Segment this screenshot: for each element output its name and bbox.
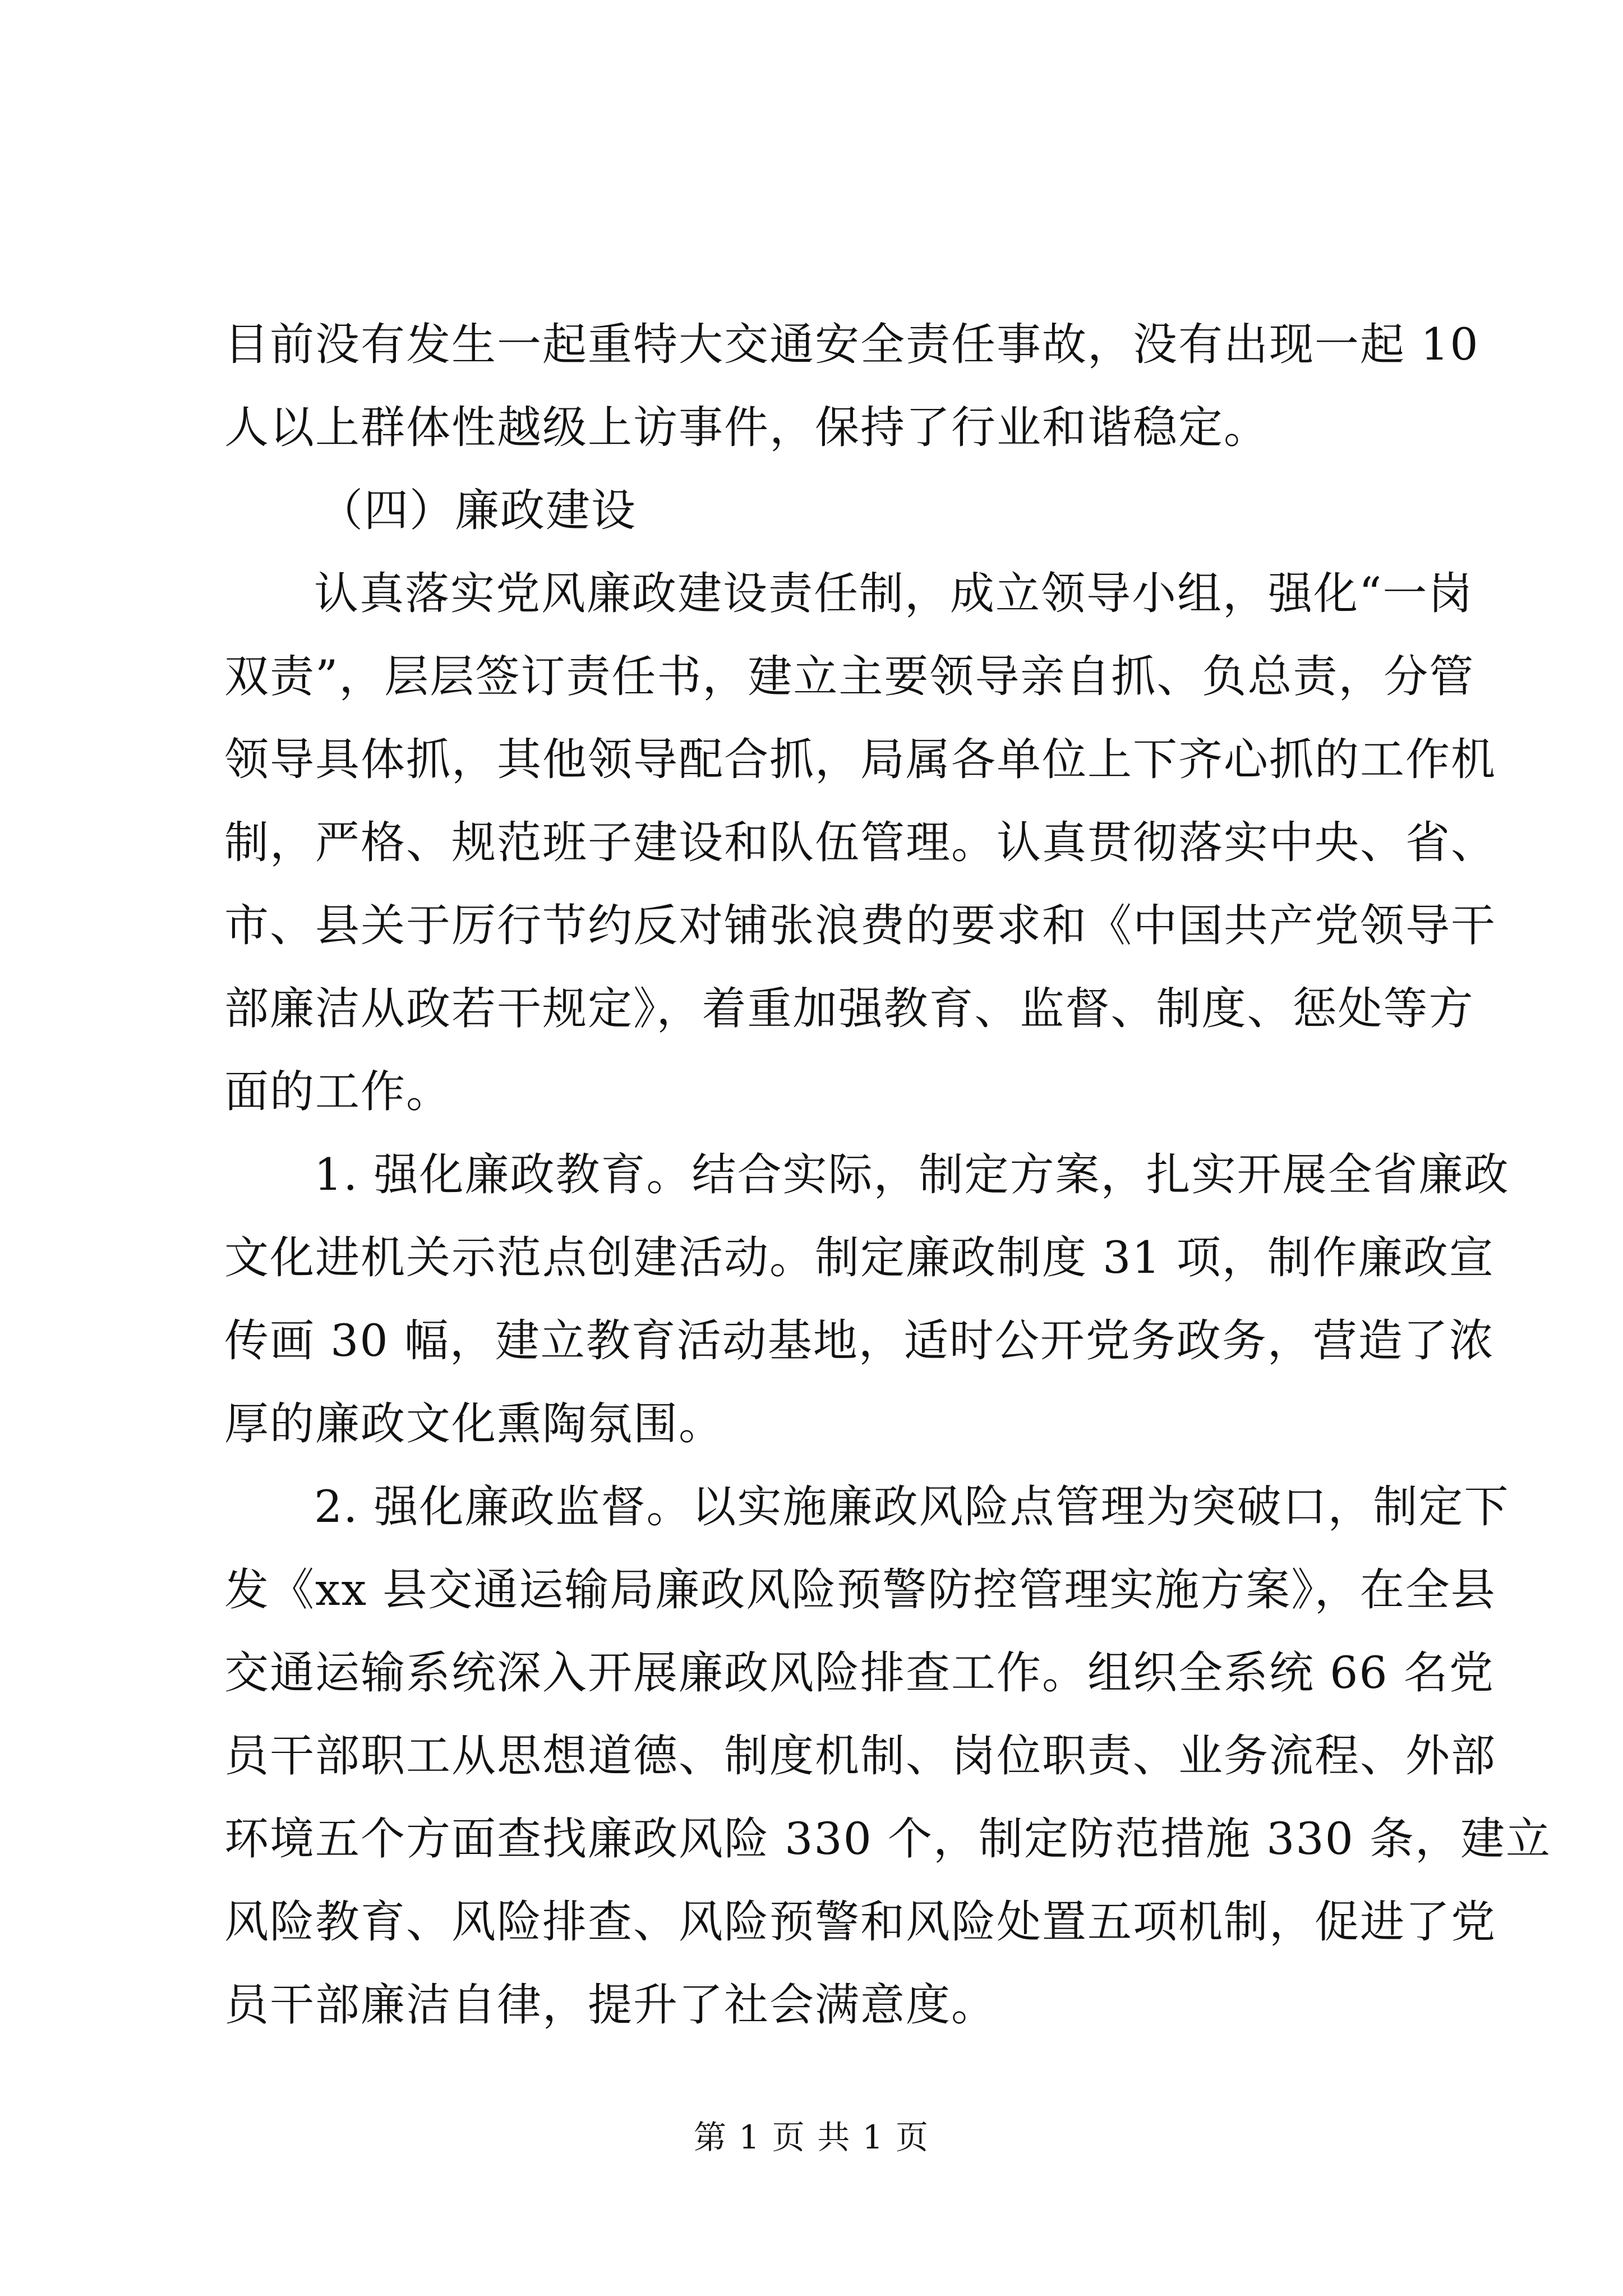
paragraph-line: 认真落实党风廉政建设责任制，成立领导小组，强化“一岗 xyxy=(314,568,1474,619)
document-body xyxy=(224,303,1552,2046)
paragraph-line: 面的工作。 xyxy=(224,1066,451,1117)
paragraph-line: 领导具体抓，其他领导配合抓，局属各单位上下齐心抓的工作机 xyxy=(224,734,1496,785)
paragraph-line: 环境五个方面查找廉政风险 330 个，制定防范措施 330 条，建立 xyxy=(224,1813,1552,1865)
list-item-heading: 2. 强化廉政监督。以实施廉政风险点管理为突破口，制定下 xyxy=(314,1481,1510,1533)
page-number-footer: 第 1 页 共 1 页 xyxy=(694,2118,929,2156)
paragraph-line: 员干部廉洁自律，提升了社会满意度。 xyxy=(224,1979,997,2031)
paragraph-line: 目前没有发生一起重特大交通安全责任事故，没有出现一起 10 xyxy=(224,319,1479,370)
section-heading: （四）廉政建设 xyxy=(319,485,637,536)
paragraph-line: 文化进机关示范点创建活动。制定廉政制度 31 项，制作廉政宣 xyxy=(224,1232,1495,1283)
paragraph-line: 人以上群体性越级上访事件，保持了行业和谐稳定。 xyxy=(224,402,1269,453)
paragraph-line: 风险教育、风险排查、风险预警和风险处置五项机制，促进了党 xyxy=(224,1896,1496,1948)
paragraph-line: 发《xx 县交通运输局廉政风险预警防控管理实施方案》，在全县 xyxy=(224,1564,1496,1616)
paragraph-line: 部廉洁从政若干规定》，着重加强教育、监督、制度、惩处等方 xyxy=(224,983,1474,1034)
paragraph-line: 双责”，层层签订责任书，建立主要领导亲自抓、负总责，分管 xyxy=(224,651,1475,702)
paragraph-line: 制，严格、规范班子建设和队伍管理。认真贯彻落实中央、省、 xyxy=(224,817,1496,868)
paragraph-line: 传画 30 幅，建立教育活动基地，适时公开党务政务，营造了浓 xyxy=(224,1315,1495,1366)
paragraph-line: 厚的廉政文化熏陶氛围。 xyxy=(224,1398,724,1450)
list-item-heading: 1. 强化廉政教育。结合实际，制定方案，扎实开展全省廉政 xyxy=(314,1149,1510,1200)
paragraph-line: 交通运输系统深入开展廉政风险排查工作。组织全系统 66 名党 xyxy=(224,1647,1495,1699)
paragraph-line: 员干部职工从思想道德、制度机制、岗位职责、业务流程、外部 xyxy=(224,1730,1496,1782)
paragraph-line: 市、县关于厉行节约反对铺张浪费的要求和《中国共产党领导干 xyxy=(224,900,1496,951)
